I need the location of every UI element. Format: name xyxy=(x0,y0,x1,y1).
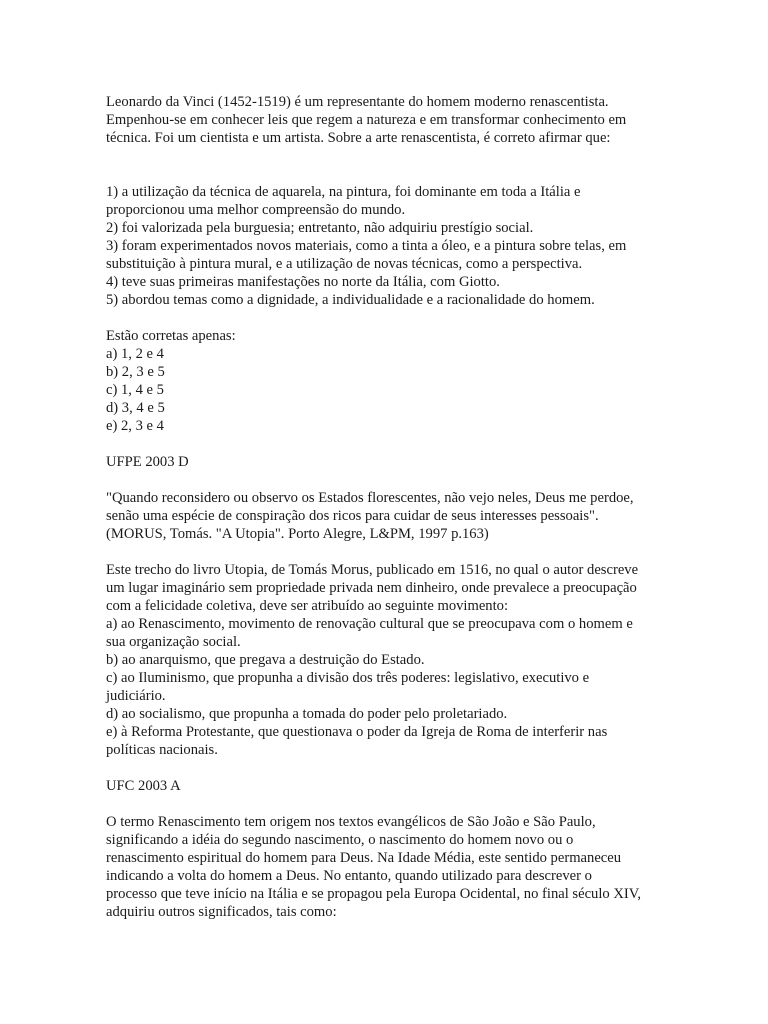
text-line: políticas nacionais. xyxy=(106,742,218,758)
option-item: c) ao Iluminismo, que propunha a divisão dos três poderes: legislativo, executivo e xyxy=(106,670,590,686)
question-2-quote xyxy=(106,489,666,543)
option-item: c) 1, 4 e 5 xyxy=(106,382,164,398)
text-line: Empenhou-se em conhecer leis que regem a natureza e em transformar conhecimento em xyxy=(106,112,627,128)
option-item: d) 3, 4 e 5 xyxy=(106,400,165,416)
text-line: 3) foram experimentados novos materiais, como a tinta a óleo, e a pintura sobre telas, em xyxy=(106,238,627,254)
text-line: indicando a volta do homem a Deus. No entanto, quando utilizado para descrever o xyxy=(106,868,592,884)
text-line: 1) a utilização da técnica de aquarela, na pintura, foi dominante em toda a Itália e xyxy=(106,184,581,200)
question-1-intro xyxy=(106,93,666,147)
text-line: "Quando reconsidero ou observo os Estados florescentes, não vejo neles, Deus me perdoe, xyxy=(106,490,634,506)
text-line: adquiriu outros significados, tais como: xyxy=(106,904,337,920)
text-line: 5) abordou temas como a dignidade, a individualidade e a racionalidade do homem. xyxy=(106,292,595,308)
text-line: significando a idéia do segundo nascimento, o nascimento do homem novo ou o xyxy=(106,832,574,848)
text-line: técnica. Foi um cientista e um artista. Sobre a arte renascentista, é correto afirmar que: xyxy=(106,130,611,146)
text-line: proporcionou uma melhor compreensão do mundo. xyxy=(106,202,406,218)
text-line: processo que teve início na Itália e se propagou pela Europa Ocidental, no final século XIV, xyxy=(106,886,642,902)
spacer xyxy=(106,435,666,453)
option-item: e) à Reforma Protestante, que questionava o poder da Igreja de Roma de interferir nas xyxy=(106,724,608,740)
text-line: com a felicidade coletiva, deve ser atribuído ao seguinte movimento: xyxy=(106,598,508,614)
text-line: O termo Renascimento tem origem nos textos evangélicos de São João e São Paulo, xyxy=(106,814,596,830)
question-3-body xyxy=(106,813,666,921)
option-item: a) ao Renascimento, movimento de renovação cultural que se preocupava com o homem e xyxy=(106,616,633,632)
spacer xyxy=(106,759,666,777)
text-line: senão uma espécie de conspiração dos ricos para cuidar de seus interesses pessoais". xyxy=(106,508,599,524)
answer-key: UFC 2003 A xyxy=(106,778,181,794)
option-item: e) 2, 3 e 4 xyxy=(106,418,164,434)
text-line: um lugar imaginário sem propriedade privada nem dinheiro, onde prevalece a preocupação xyxy=(106,580,637,596)
question-2-body xyxy=(106,561,666,759)
text-line: judiciário. xyxy=(106,688,166,704)
answer-key: UFPE 2003 D xyxy=(106,454,189,470)
options-prompt: Estão corretas apenas: xyxy=(106,328,236,344)
text-line: substituição à pintura mural, e a utilização de novas técnicas, como a perspectiva. xyxy=(106,256,583,272)
option-item: b) ao anarquismo, que pregava a destruição do Estado. xyxy=(106,652,425,668)
text-line: 4) teve suas primeiras manifestações no norte da Itália, com Giotto. xyxy=(106,274,500,290)
text-line: Leonardo da Vinci (1452-1519) é um representante do homem moderno renascentista. xyxy=(106,94,609,110)
spacer xyxy=(106,471,666,489)
text-line: sua organização social. xyxy=(106,634,241,650)
spacer xyxy=(106,309,666,327)
question-1-options xyxy=(106,327,666,435)
text-line: 2) foi valorizada pela burguesia; entretanto, não adquiriu prestígio social. xyxy=(106,220,534,236)
spacer xyxy=(106,147,666,183)
option-item: b) 2, 3 e 5 xyxy=(106,364,165,380)
text-line: (MORUS, Tomás. "A Utopia". Porto Alegre, L&PM, 1997 p.163) xyxy=(106,526,489,542)
option-item: d) ao socialismo, que propunha a tomada do poder pelo proletariado. xyxy=(106,706,508,722)
text-line: Este trecho do livro Utopia, de Tomás Morus, publicado em 1516, no qual o autor descreve xyxy=(106,562,639,578)
text-line: renascimento espiritual do homem para Deus. Na Idade Média, este sentido permaneceu xyxy=(106,850,622,866)
spacer xyxy=(106,795,666,813)
option-item: a) 1, 2 e 4 xyxy=(106,346,164,362)
question-1-statements xyxy=(106,183,666,309)
spacer xyxy=(106,543,666,561)
document-content xyxy=(106,93,666,921)
